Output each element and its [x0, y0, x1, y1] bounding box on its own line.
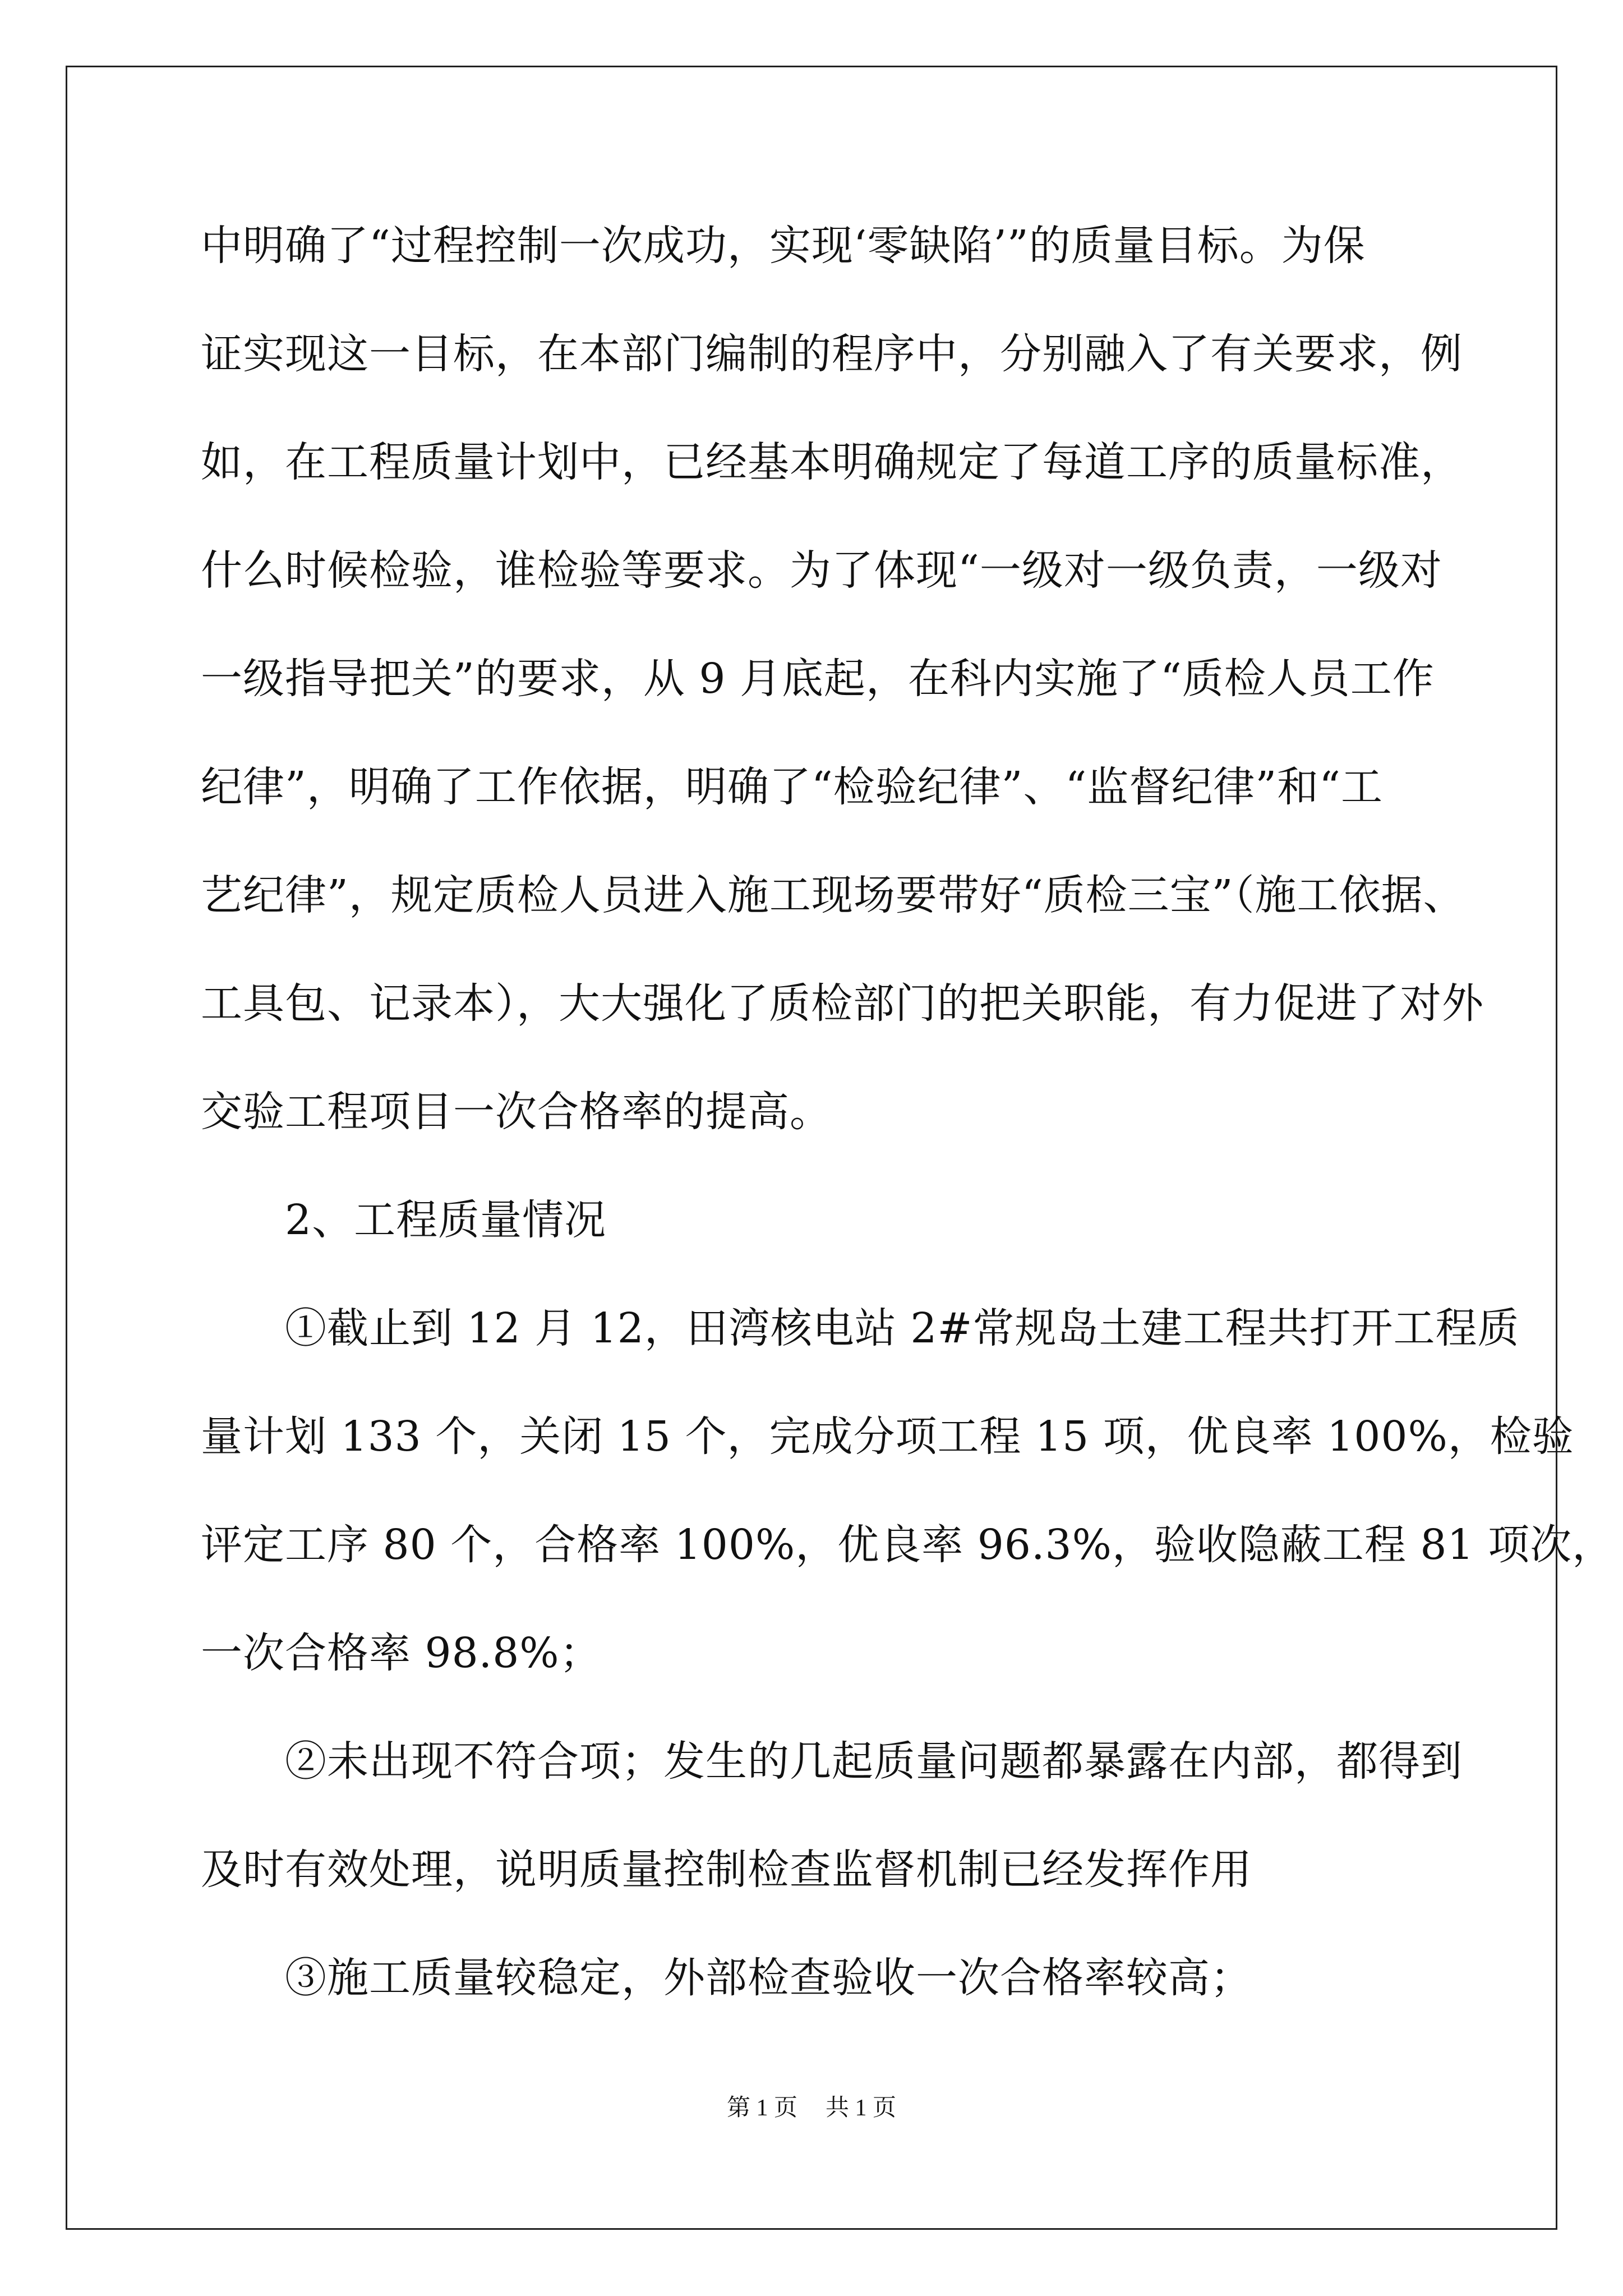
text-line: 纪律”，明确了工作依据，明确了“检验纪律”、“监督纪律”和“工 [201, 763, 1383, 811]
text-line: 交验工程项目一次合格率的提高。 [201, 1088, 832, 1136]
text-line: 什么时候检验，谁检验等要求。为了体现“一级对一级负责，一级对 [201, 546, 1442, 595]
text-line: 评定工序 80 个，合格率 100%，优良率 96.3%，验收隐蔽工程 81 项次， [201, 1521, 1615, 1569]
page-border [66, 66, 1557, 2230]
page-number: 第 1 页 [726, 2095, 797, 2121]
section-heading: 2、工程质量情况 [285, 1196, 607, 1244]
text-line: ②未出现不符合项；发生的几起质量问题都暴露在内部，都得到 [285, 1737, 1463, 1786]
text-line: 一级指导把关”的要求，从 9 月底起，在科内实施了“质检人员工作 [201, 655, 1435, 703]
page-footer [0, 2092, 1623, 2124]
text-line: ①截止到 12 月 12，田湾核电站 2#常规岛土建工程共打开工程质 [285, 1304, 1520, 1352]
page-total: 共 1 页 [826, 2095, 897, 2121]
text-line: 如，在工程质量计划中，已经基本明确规定了每道工序的质量标准， [201, 438, 1463, 486]
text-line: 及时有效处理，说明质量控制检查监督机制已经发挥作用 [201, 1846, 1252, 1894]
text-line: 证实现这一目标，在本部门编制的程序中，分别融入了有关要求，例 [201, 330, 1463, 378]
text-line: 艺纪律”，规定质检人员进入施工现场要带好“质检三宝”（施工依据、 [201, 871, 1465, 919]
text-line: ③施工质量较稳定，外部检查验收一次合格率较高； [285, 1954, 1252, 2002]
text-line: 一次合格率 98.8%； [201, 1629, 602, 1677]
text-line: 中明确了“过程控制一次成功，实现‘零缺陷’”的质量目标。为保 [201, 222, 1366, 270]
text-line: 量计划 133 个，关闭 15 个，完成分项工程 15 项，优良率 100%，检验 [201, 1412, 1574, 1461]
text-line: 工具包、记录本），大大强化了质检部门的把关职能，有力促进了对外 [201, 979, 1484, 1028]
